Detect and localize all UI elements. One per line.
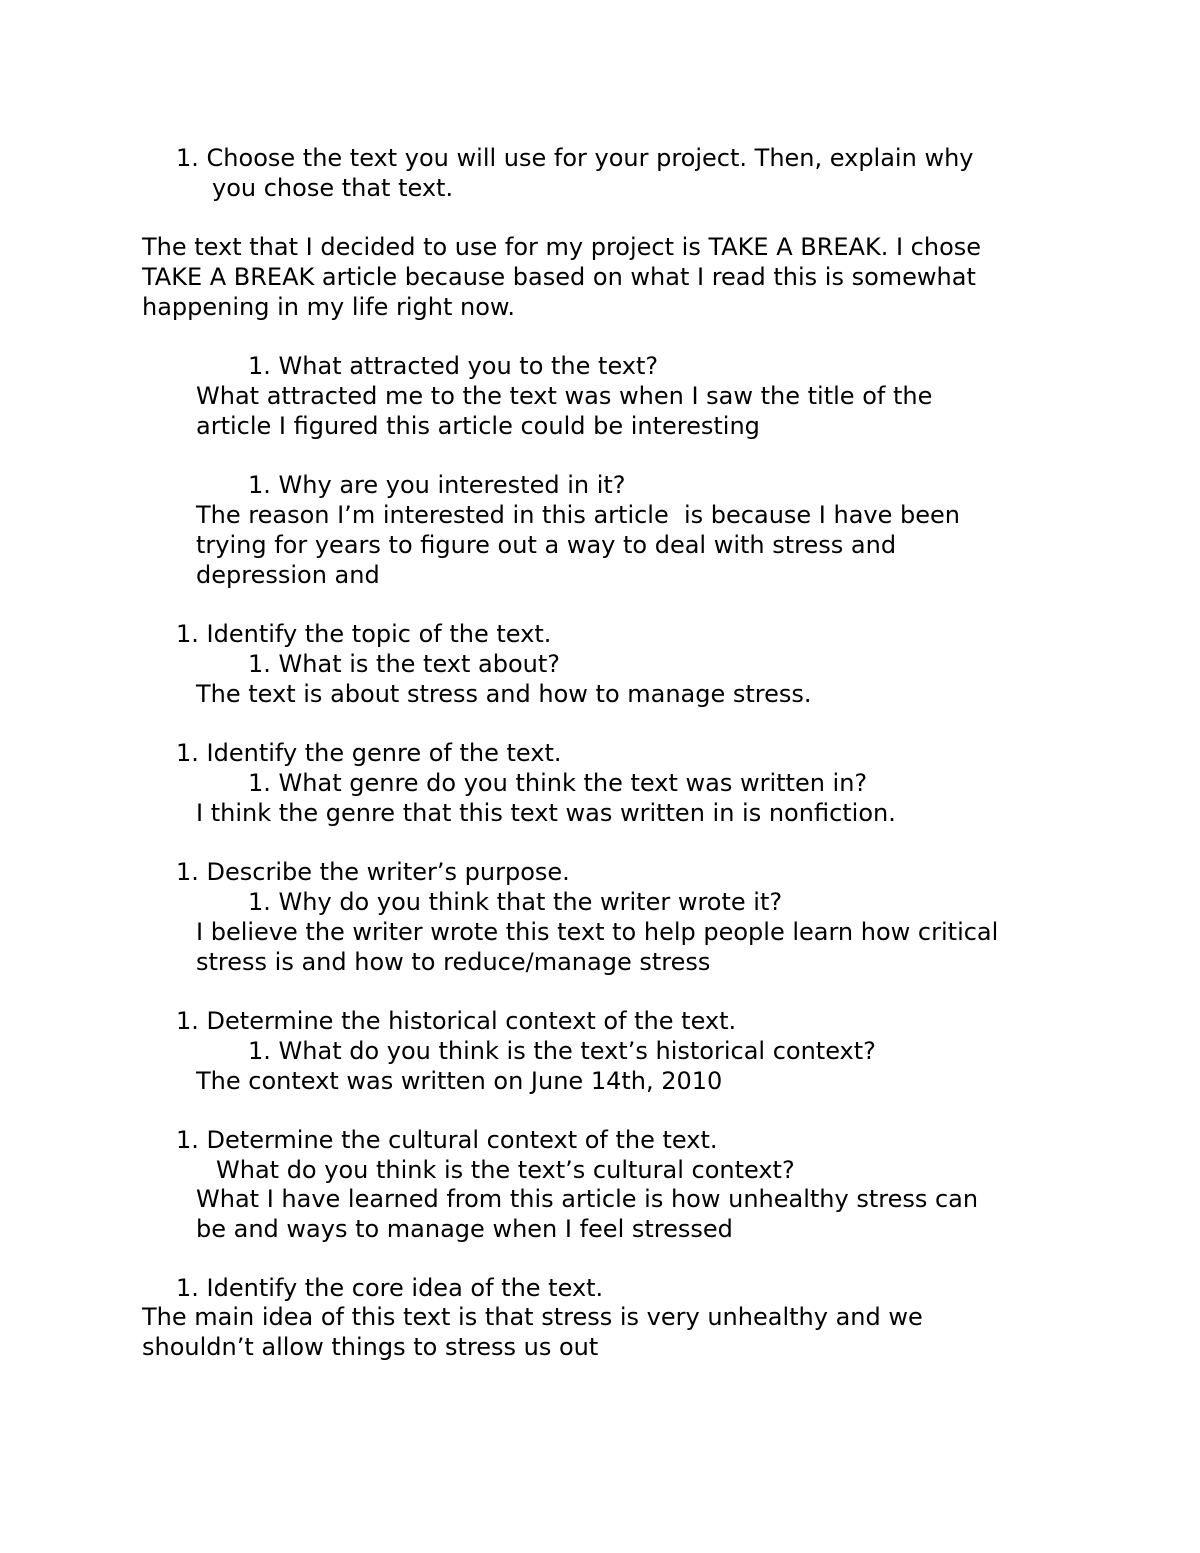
answer-line: TAKE A BREAK article because based on what I read this is somewhat — [142, 263, 976, 291]
sub-question-text: What do you think is the text’s historical context? — [278, 1037, 876, 1065]
question-text: Determine the historical context of the text. — [206, 1007, 737, 1035]
sub-question: What do you think is the text’s cultural context? — [216, 1156, 795, 1184]
answer-line: stress is and how to reduce/manage stress — [196, 948, 711, 976]
sub-question-text: Why are you interested in it? — [278, 471, 626, 499]
question-1 — [176, 143, 973, 173]
list-number: 1. — [176, 1007, 199, 1035]
answer-line: The context was written on June 14th, 2010 — [196, 1067, 723, 1095]
answer-line: article I figured this article could be interesting — [196, 412, 760, 440]
question-text: Describe the writer’s purpose. — [206, 858, 570, 886]
list-number: 1. — [248, 1037, 271, 1065]
answer-line: The text that I decided to use for my project is TAKE A BREAK. I chose — [142, 233, 982, 261]
question-text: Identify the genre of the text. — [206, 739, 562, 767]
sub-question — [248, 1036, 876, 1066]
list-number: 1. — [176, 144, 199, 172]
sub-question — [248, 887, 782, 917]
question-text: Identify the topic of the text. — [206, 620, 552, 648]
answer-line: trying for years to figure out a way to deal with stress and — [196, 531, 897, 559]
answer-line: I believe the writer wrote this text to help people learn how critical — [196, 918, 999, 946]
question-4 — [176, 857, 570, 887]
answer-line: What attracted me to the text was when I saw the title of the — [196, 382, 933, 410]
answer-line: shouldn’t allow things to stress us out — [142, 1333, 599, 1361]
list-number: 1. — [248, 471, 271, 499]
question-5 — [176, 1006, 736, 1036]
list-number: 1. — [176, 1274, 199, 1302]
answer-line: depression and — [196, 561, 380, 589]
answer-line: The text is about stress and how to manage stress. — [196, 680, 812, 708]
list-number: 1. — [248, 650, 271, 678]
list-number: 1. — [248, 352, 271, 380]
list-number: 1. — [176, 1126, 199, 1154]
answer-line: The reason I’m interested in this article is because I have been — [196, 501, 961, 529]
question-2 — [176, 619, 551, 649]
answer-line: The main idea of this text is that stress is very unhealthy and we — [142, 1303, 923, 1331]
list-number: 1. — [248, 769, 271, 797]
answer-line: happening in my life right now. — [142, 293, 515, 321]
question-7 — [176, 1273, 603, 1303]
question-1-continued: you chose that text. — [212, 174, 454, 202]
question-6 — [176, 1125, 718, 1155]
answer-line: I think the genre that this text was written in is nonfiction. — [196, 799, 896, 827]
question-text: Choose the text you will use for your project. Then, explain why — [206, 144, 974, 172]
list-number: 1. — [176, 620, 199, 648]
sub-question — [248, 649, 560, 679]
question-text: Identify the core idea of the text. — [206, 1274, 604, 1302]
sub-question-text: What attracted you to the text? — [278, 352, 659, 380]
answer-line: What I have learned from this article is how unhealthy stress can — [196, 1185, 979, 1213]
question-text: Determine the cultural context of the text. — [206, 1126, 718, 1154]
list-number: 1. — [176, 739, 199, 767]
sub-question — [248, 768, 867, 798]
sub-question-text: What is the text about? — [278, 650, 561, 678]
list-number: 1. — [248, 888, 271, 916]
answer-line: be and ways to manage when I feel stressed — [196, 1215, 733, 1243]
question-3 — [176, 738, 562, 768]
sub-question-text: Why do you think that the writer wrote it? — [278, 888, 783, 916]
sub-question — [248, 470, 626, 500]
list-number: 1. — [176, 858, 199, 886]
sub-question-text: What genre do you think the text was written in? — [278, 769, 868, 797]
sub-question — [248, 351, 658, 381]
